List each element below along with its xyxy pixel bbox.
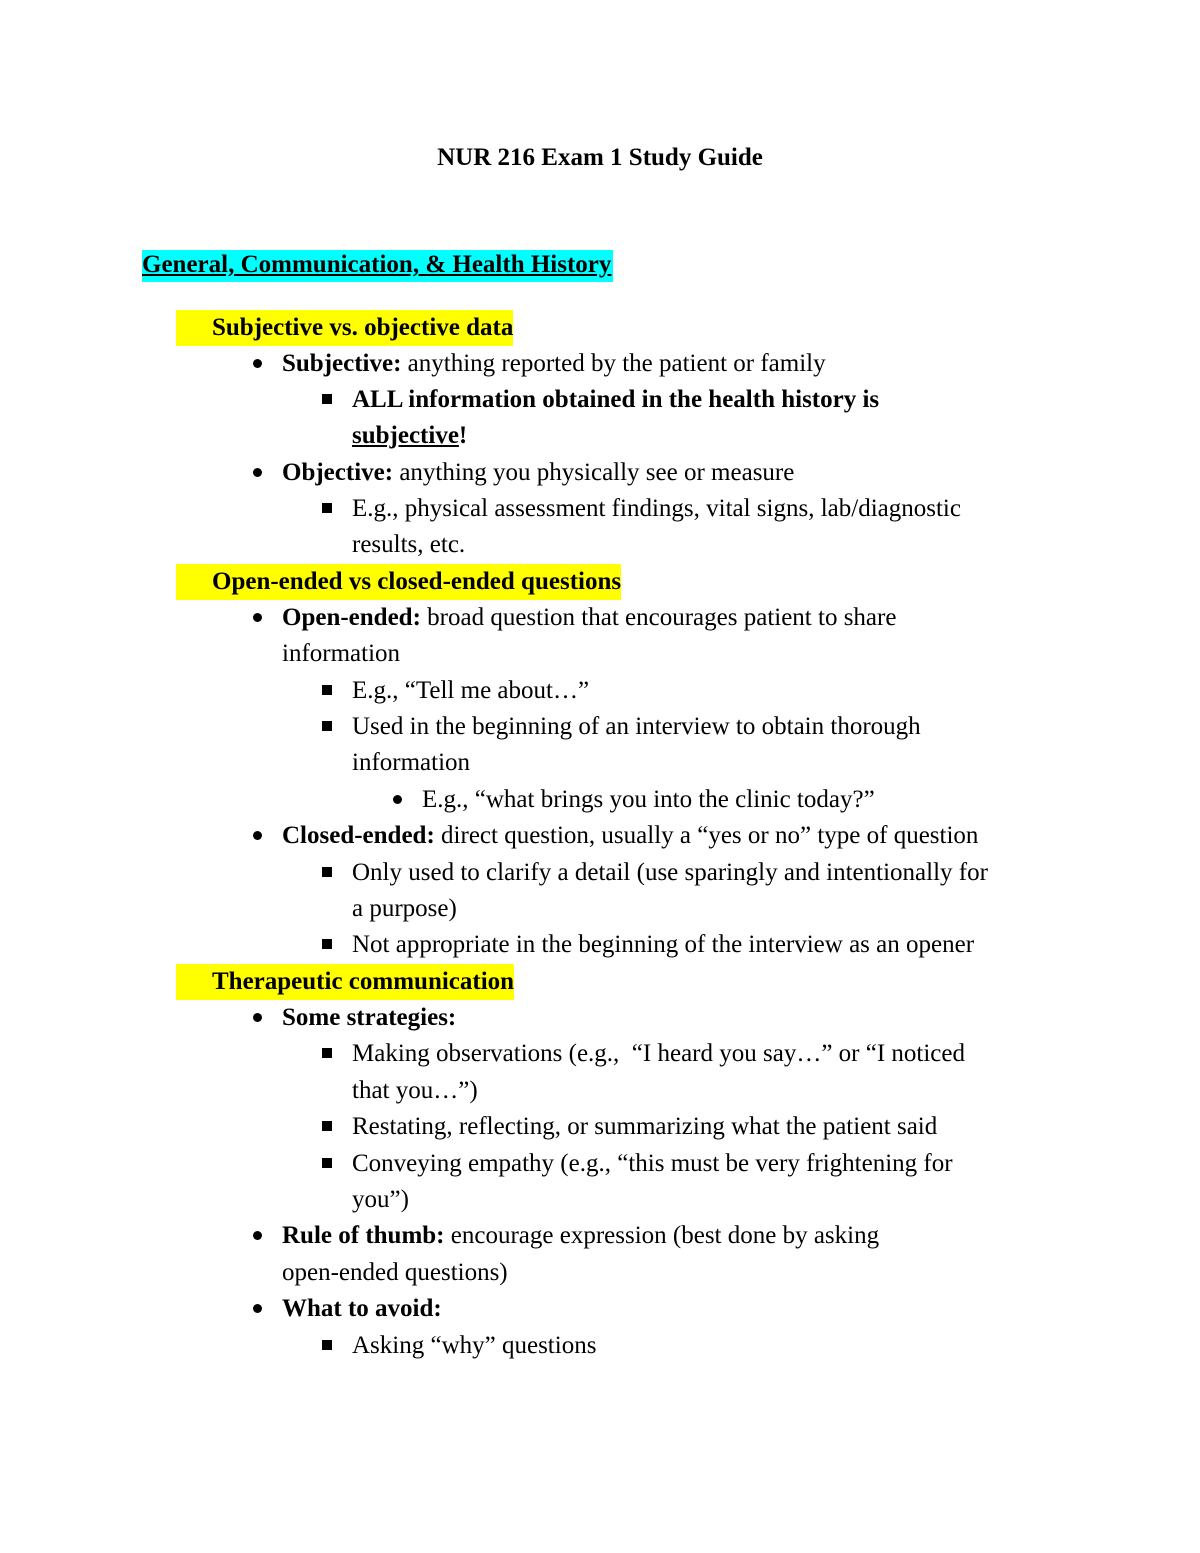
list-item-continuation: open-ended questions) xyxy=(282,1259,508,1286)
bullet-square-icon xyxy=(316,491,338,527)
topic-heading: Open-ended vs closed-ended questions xyxy=(212,568,622,595)
item-text: E.g., “what brings you into the clinic today?” xyxy=(422,786,875,813)
bullet-dot-icon xyxy=(246,455,268,491)
term-label: Subjective: xyxy=(282,350,402,377)
list-item-continuation: results, etc. xyxy=(352,531,466,558)
item-text: Used in the beginning of an interview to obtain thorough xyxy=(352,713,921,740)
bullet-square-icon xyxy=(316,1109,338,1145)
section-heading: General, Communication, & Health History xyxy=(142,250,613,282)
item-text: Conveying empathy (e.g., “this must be very frightening for xyxy=(352,1150,953,1177)
topic-heading: Therapeutic communication xyxy=(212,968,515,995)
item-text: ! xyxy=(458,422,468,449)
term-label: Some strategies: xyxy=(282,1004,457,1031)
term-text: broad question that encourages patient to share xyxy=(420,604,897,631)
list-item-continuation: a purpose) xyxy=(352,895,457,922)
bullet-dot-icon xyxy=(246,818,268,854)
item-text: Not appropriate in the beginning of the interview as an opener xyxy=(352,931,975,958)
item-text: ALL information obtained in the health history is xyxy=(352,386,880,413)
term-text: direct question, usually a “yes or no” type of question xyxy=(434,822,979,849)
bullet-dot-icon xyxy=(246,346,268,382)
term-label: What to avoid: xyxy=(282,1295,442,1322)
list-item-continuation: that you…”) xyxy=(352,1077,478,1104)
term-text: encourage expression (best done by asking xyxy=(444,1222,880,1249)
bullet-dot-icon xyxy=(246,1218,268,1254)
topic-heading: Subjective vs. objective data xyxy=(212,314,514,341)
item-text: Making observations (e.g., “I heard you say…” or “I noticed xyxy=(352,1040,966,1067)
list-item-continuation xyxy=(352,418,467,454)
bullet-square-icon xyxy=(316,1036,338,1072)
document-title: NUR 216 Exam 1 Study Guide xyxy=(437,144,763,171)
item-text: Restating, reflecting, or summarizing what the patient said xyxy=(352,1113,938,1140)
term-label: Objective: xyxy=(282,459,394,486)
item-text-underlined: subjective xyxy=(352,422,459,449)
bullet-dot-icon xyxy=(246,1291,268,1327)
bullet-square-icon xyxy=(316,709,338,745)
term-label: Closed-ended: xyxy=(282,822,435,849)
term-label: Open-ended: xyxy=(282,604,421,631)
item-text: Only used to clarify a detail (use sparingly and intentionally for xyxy=(352,859,988,886)
term-label: Rule of thumb: xyxy=(282,1222,445,1249)
bullet-square-icon xyxy=(316,855,338,891)
list-item-continuation: information xyxy=(352,749,471,776)
item-text: Asking “why” questions xyxy=(352,1332,597,1359)
bullet-square-icon xyxy=(316,1328,338,1364)
bullet-dot-icon xyxy=(246,600,268,636)
bullet-square-icon xyxy=(316,1146,338,1182)
list-item-continuation: information xyxy=(282,640,401,667)
bullet-dot-icon xyxy=(246,1000,268,1036)
term-text: anything reported by the patient or family xyxy=(401,350,826,377)
item-text: E.g., “Tell me about…” xyxy=(352,677,590,704)
list-item-continuation: you”) xyxy=(352,1186,409,1213)
bullet-square-icon xyxy=(316,927,338,963)
bullet-square-icon xyxy=(316,382,338,418)
bullet-square-icon xyxy=(316,673,338,709)
bullet-dot-icon xyxy=(386,782,408,818)
item-text: E.g., physical assessment findings, vital signs, lab/diagnostic xyxy=(352,495,961,522)
term-text: anything you physically see or measure xyxy=(393,459,795,486)
